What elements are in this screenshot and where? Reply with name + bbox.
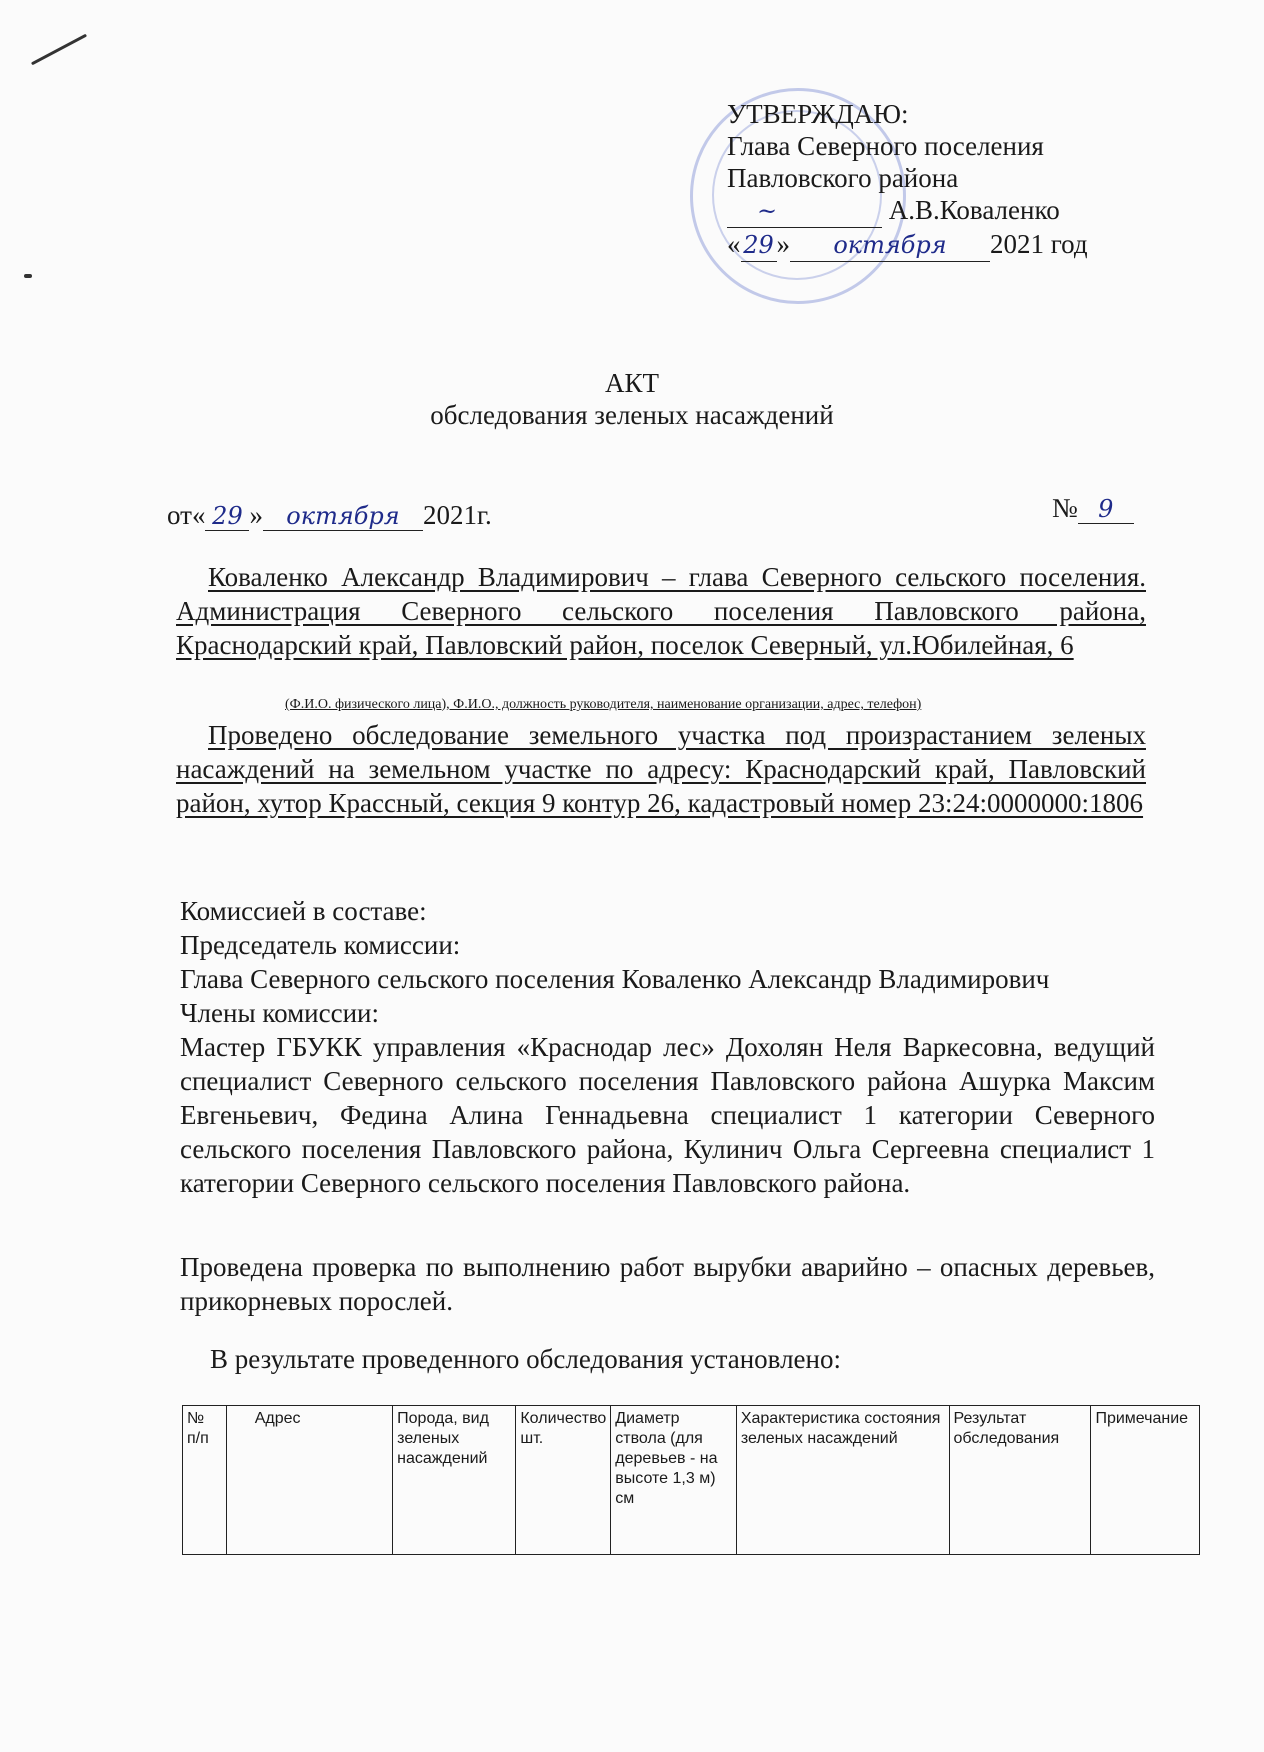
act-number-label: №	[1052, 493, 1078, 523]
approval-block	[727, 98, 1088, 262]
approval-date-month: октября	[790, 229, 990, 262]
act-date-mid: »	[249, 500, 263, 530]
act-number	[1052, 493, 1134, 524]
act-date-month: октября	[263, 502, 423, 531]
members-label: Члены комиссии:	[180, 998, 379, 1028]
scan-mark	[31, 34, 87, 66]
handwritten-signature: ~	[757, 197, 778, 225]
approval-date-year: 2021 год	[990, 229, 1088, 259]
approval-line1: Глава Северного поселения	[727, 131, 1044, 161]
table-header-cell: Порода, вид зеленых насаждений	[393, 1406, 516, 1555]
table-header-cell: № п/п	[183, 1406, 227, 1555]
survey-paragraph: Проведено обследование земельного участка под произрастанием зеленых насаждений на земельном участке по адресу: Краснодарский край, Павловский район, хутор Крассный, секция 9 контур 26, кадастровый номер 23:24:0000000:1806	[176, 720, 1146, 818]
act-date-prefix: от«	[167, 500, 206, 530]
act-date-day: 29	[205, 502, 249, 531]
person-caption: (Ф.И.О. физического лица), Ф.И.О., должность руководителя, наименование организации, адрес, телефон)	[285, 697, 922, 712]
signature-line	[727, 194, 882, 228]
person-paragraph: Коваленко Александр Владимирович – глава Северного сельского поселения. Администрация Северного сельского поселения Павловского района, Краснодарский край, Павловский район, поселок Северный, ул.Юбилейная, 6	[176, 562, 1146, 660]
act-subtitle: обследования зеленых насаждений	[430, 400, 834, 430]
members-list: Мастер ГБУКК управления «Краснодар лес» Дохолян Неля Варкесовна, ведущий специалист Северного сельского поселения Павловского района Ашурка Максим Евгеньевич, Федина Алина Геннадьевна специалист 1 категории Северного сельского поселения Павловского района, Кулинич Ольга Сергеевна специалист 1 категории Северного сельского поселения Павловского района.	[180, 1032, 1155, 1198]
table-header-cell: Количество шт.	[516, 1406, 611, 1555]
table-header-cell: Диаметр ствола (для деревьев - на высоте 1,3 м) см	[611, 1406, 737, 1555]
act-date	[167, 500, 492, 531]
check-paragraph: Проведена проверка по выполнению работ вырубки аварийно – опасных деревьев, прикорневых порослей.	[180, 1252, 1155, 1316]
approval-line2: Павловского района	[727, 163, 959, 193]
result-intro: В результате проведенного обследования установлено:	[210, 1344, 841, 1374]
table-header-cell: Адрес	[226, 1406, 392, 1555]
act-number-value: 9	[1078, 495, 1134, 524]
chair-label: Председатель комиссии:	[180, 930, 461, 960]
chair-name: Глава Северного сельского поселения Коваленко Александр Владимирович	[180, 964, 1050, 994]
results-table	[182, 1405, 1200, 1555]
table-header-cell: Характеристика состояния зеленых насаждений	[736, 1406, 949, 1555]
act-title: АКТ	[605, 368, 659, 398]
approval-signer: А.В.Коваленко	[888, 195, 1060, 225]
table-header-cell: Примечание	[1091, 1406, 1200, 1555]
approval-date-day: 29	[741, 229, 777, 262]
table-header-row	[183, 1406, 1200, 1555]
approval-date-row: « 29 » октября 2021 год	[727, 228, 1088, 262]
approval-heading: УТВЕРЖДАЮ:	[727, 99, 909, 129]
approval-signature-row	[727, 194, 1088, 228]
act-date-year: 2021г.	[422, 500, 492, 530]
table-header-cell: Результат обследования	[949, 1406, 1091, 1555]
commission-label: Комиссией в составе:	[180, 896, 427, 926]
scan-dot	[24, 274, 32, 278]
